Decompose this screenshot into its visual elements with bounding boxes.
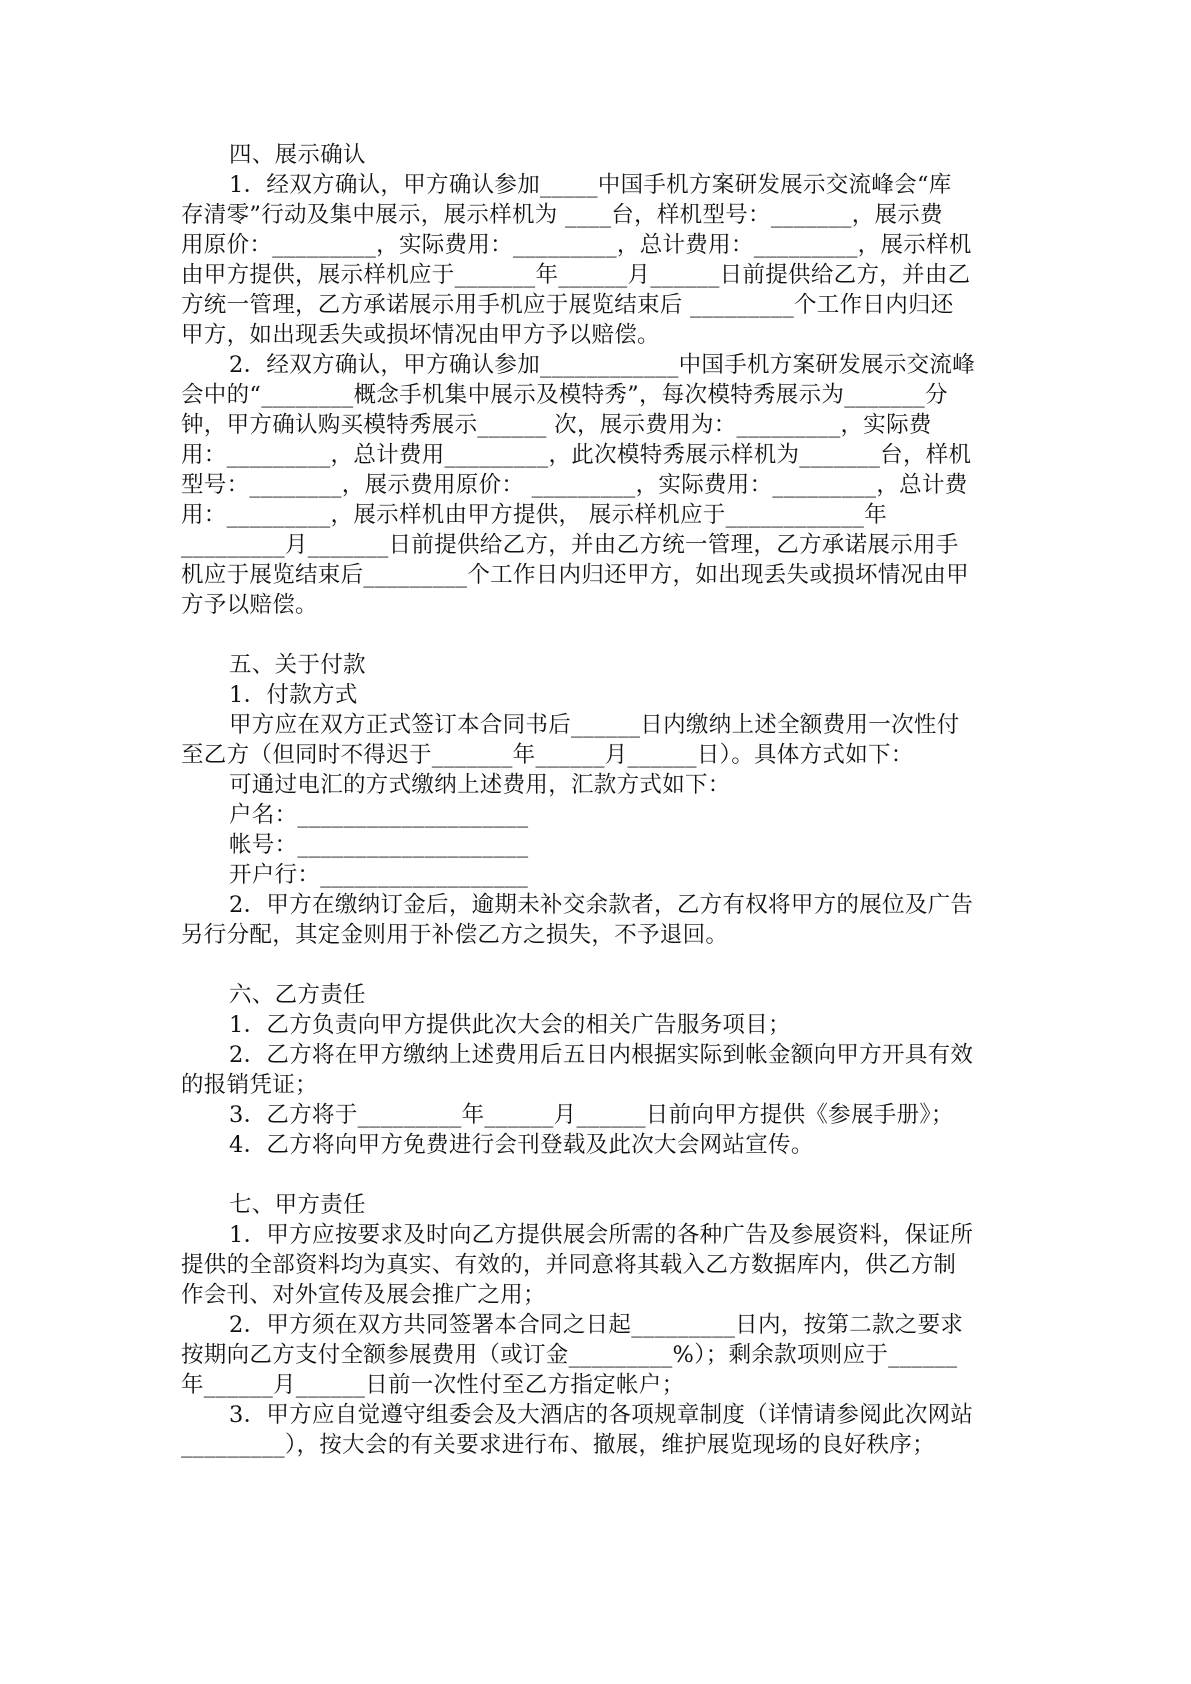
paragraph-line: 2．甲方在缴纳订金后，逾期未补交余款者，乙方有权将甲方的展位及广告 xyxy=(229,892,974,918)
paragraph-line: 可通过电汇的方式缴纳上述费用，汇款方式如下： xyxy=(229,772,731,798)
paragraph-line: 3．甲方应自觉遵守组委会及大酒店的各项规章制度（详情请参阅此次网站 xyxy=(229,1402,974,1428)
paragraph-line: 按期向乙方支付全额参展费用（或订金_________%）；剩余款项则应于______ xyxy=(181,1342,958,1368)
section-heading: 四、展示确认 xyxy=(229,142,366,168)
paragraph-line: 甲方，如出现丢失或损坏情况由甲方予以赔偿。 xyxy=(181,322,660,348)
paragraph-line: 1．付款方式 xyxy=(229,682,358,708)
paragraph-line: 用：_________，展示样机由甲方提供， 展示样机应于____________年 xyxy=(181,502,888,528)
paragraph-line: 存清零”行动及集中展示，展示样机为 ____台，样机型号：_______，展示费 xyxy=(181,202,943,228)
paragraph-line: 1．甲方应按要求及时向乙方提供展会所需的各种广告及参展资料，保证所 xyxy=(229,1222,974,1248)
paragraph-line: 由甲方提供，展示样机应于_______年______月______日前提供给乙方，并由乙 xyxy=(181,262,971,288)
paragraph-line: 1．乙方负责向甲方提供此次大会的相关广告服务项目； xyxy=(229,1012,791,1038)
blank-line xyxy=(181,950,1011,980)
paragraph-line: 用原价：_________，实际费用：_________，总计费用：_________，展示样机 xyxy=(181,232,972,258)
paragraph-line: 3．乙方将于_________年______月______日前向甲方提供《参展手册》； xyxy=(229,1102,954,1128)
paragraph-line: 1．经双方确认，甲方确认参加_____中国手机方案研发展示交流峰会“库 xyxy=(229,172,952,198)
paragraph-line: 提供的全部资料均为真实、有效的，并同意将其载入乙方数据库内，供乙方制 xyxy=(181,1252,957,1278)
paragraph-line: 甲方应在双方正式签订本合同书后______日内缴纳上述全额费用一次性付 xyxy=(229,712,960,738)
paragraph-line: 2．乙方将在甲方缴纳上述费用后五日内根据实际到帐金额向甲方开具有效 xyxy=(229,1042,974,1068)
paragraph-line: 的报销凭证； xyxy=(181,1072,318,1098)
paragraph-line: 至乙方（但同时不得迟于_______年______月______日）。具体方式如下： xyxy=(181,742,914,768)
paragraph-line: 钟，甲方确认购买模特秀展示______ 次，展示费用为：_________，实际费 xyxy=(181,412,932,438)
paragraph-line: _________月_______日前提供给乙方，并由乙方统一管理，乙方承诺展示用手 xyxy=(181,532,959,558)
section-heading: 七、甲方责任 xyxy=(229,1192,366,1218)
paragraph-line: 会中的“________概念手机集中展示及模特秀”，每次模特秀展示为_______分 xyxy=(181,382,948,408)
paragraph-line: 4．乙方将向甲方免费进行会刊登载及此次大会网站宣传。 xyxy=(229,1132,814,1158)
paragraph-line: 方统一管理，乙方承诺展示用手机应于展览结束后 _________个工作日内归还 xyxy=(181,292,954,318)
paragraph-line: 年______月______日前一次性付至乙方指定帐户； xyxy=(181,1372,685,1398)
account-number-field: 帐号：____________________ xyxy=(229,832,529,858)
blank-line xyxy=(181,1160,1011,1190)
section-heading: 六、乙方责任 xyxy=(229,982,366,1008)
blank-line xyxy=(181,620,1011,650)
paragraph-line: 作会刊、对外宣传及展会推广之用； xyxy=(181,1282,546,1308)
paragraph-line: 2．经双方确认，甲方确认参加____________中国手机方案研发展示交流峰 xyxy=(229,352,976,378)
paragraph-line: 机应于展览结束后_________个工作日内归还甲方，如出现丢失或损坏情况由甲 xyxy=(181,562,969,588)
contract-body xyxy=(181,140,1011,1460)
section-heading: 五、关于付款 xyxy=(229,652,366,678)
paragraph-line: 方予以赔偿。 xyxy=(181,592,318,618)
paragraph-line: 型号：________，展示费用原价： _________，实际费用：_________，总计费 xyxy=(181,472,968,498)
bank-field: 开户行：__________________ xyxy=(229,862,529,888)
paragraph-line: 另行分配，其定金则用于补偿乙方之损失，不予退回。 xyxy=(181,922,729,948)
paragraph-line: 用：_________，总计费用_________，此次模特秀展示样机为_______台，样机 xyxy=(181,442,972,468)
account-name-field: 户名：____________________ xyxy=(229,802,529,828)
paragraph-line: 2．甲方须在双方共同签署本合同之日起_________日内，按第二款之要求 xyxy=(229,1312,964,1338)
paragraph-line: _________），按大会的有关要求进行布、撤展，维护展览现场的良好秩序； xyxy=(181,1432,935,1458)
